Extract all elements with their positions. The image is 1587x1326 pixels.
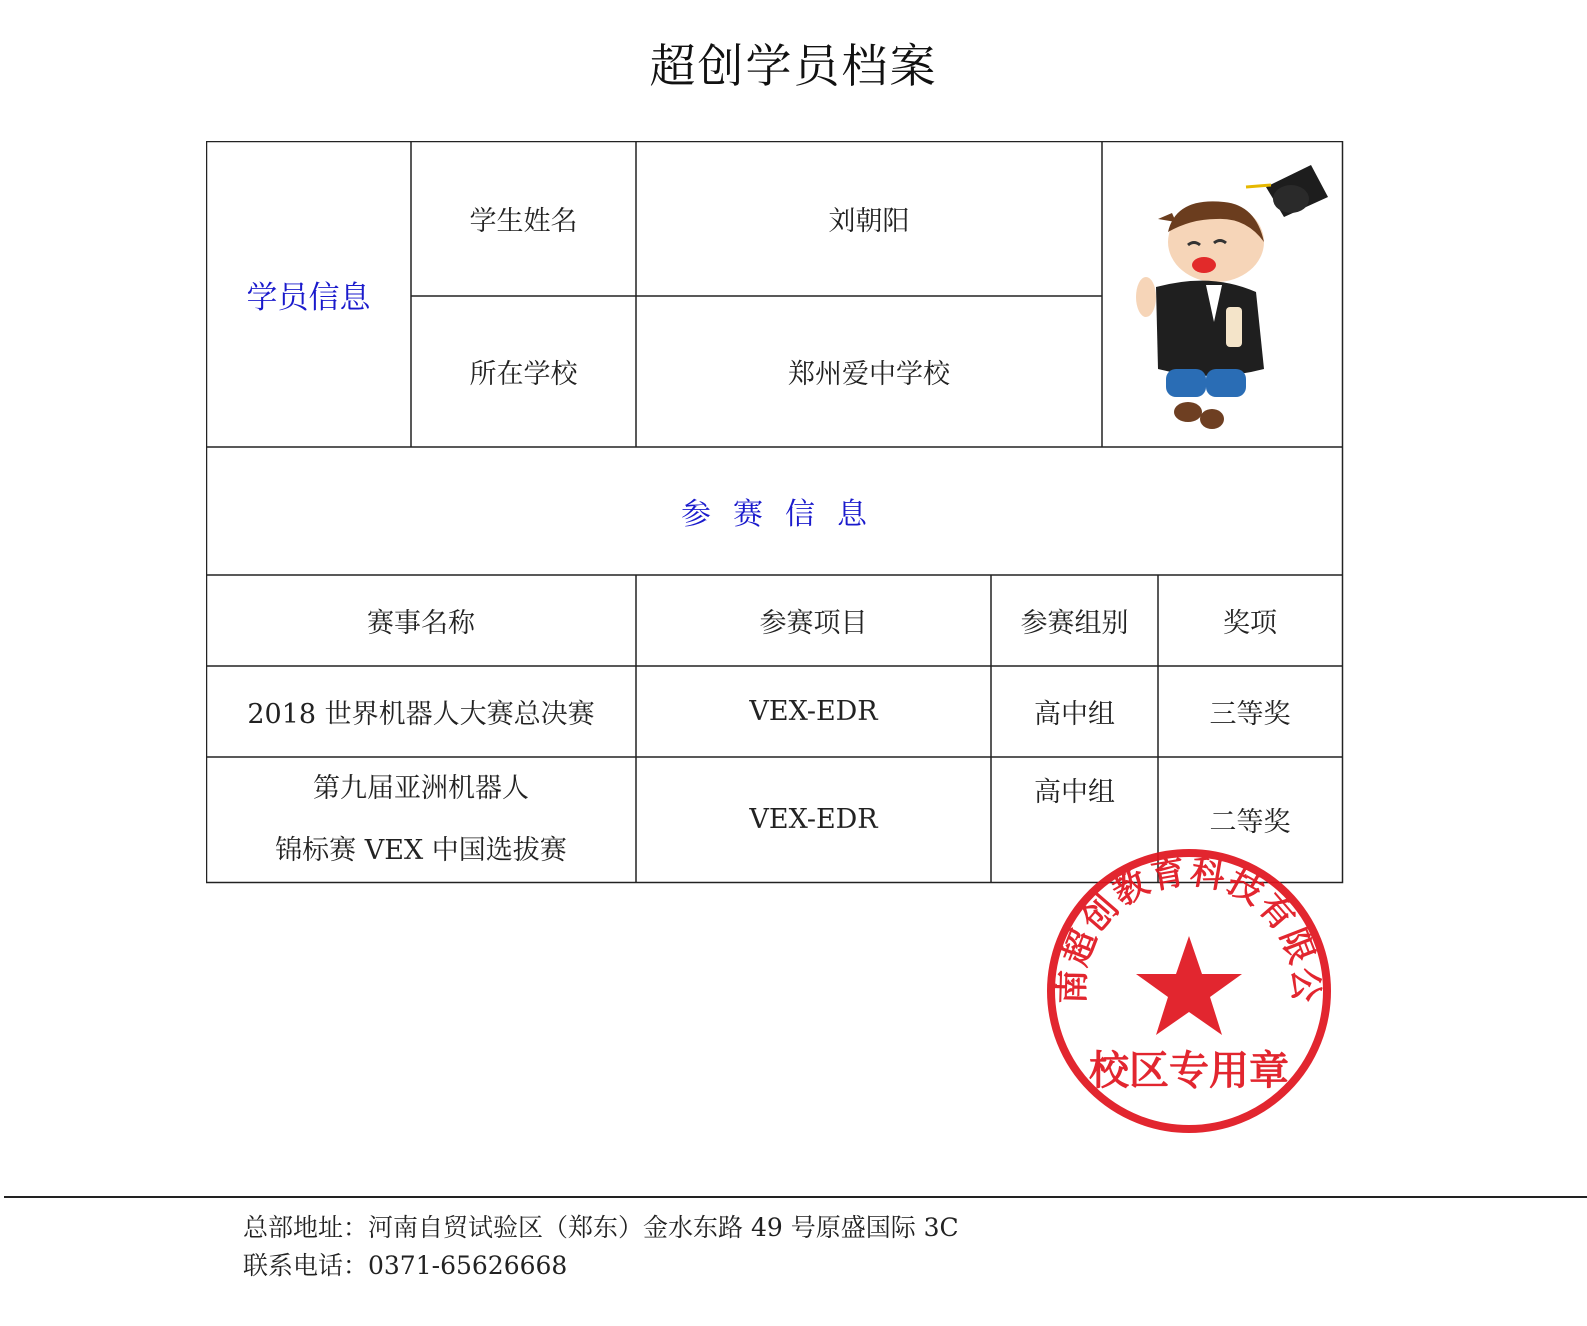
- record-table: [206, 141, 1363, 898]
- student-info-section-label: 学员信息: [246, 279, 371, 316]
- footer-address: 总部地址：河南自贸试验区（郑东）金水东路 49 号原盛国际 3C: [243, 1213, 959, 1242]
- seal-org-text: 南超创教育科技有限公: [1052, 851, 1326, 1005]
- row2-event-line1: 第九届亚洲机器人: [313, 772, 529, 804]
- school-value: 郑州爱中学校: [788, 359, 950, 390]
- star-icon: [1136, 936, 1242, 1035]
- graduate-cartoon-image: [1106, 147, 1356, 447]
- header-event-name: 赛事名称: [367, 608, 475, 639]
- school-label: 所在学校: [469, 359, 578, 390]
- header-project: 参赛项目: [759, 608, 868, 639]
- student-name-value: 刘朝阳: [828, 206, 910, 237]
- row2-event: [206, 757, 636, 882]
- row2-award: 二等奖: [1209, 807, 1291, 838]
- student-name-label: 学生姓名: [469, 206, 578, 237]
- row1-event: 2018 世界机器人大赛总决赛: [247, 699, 595, 730]
- header-award: 奖项: [1223, 608, 1277, 639]
- footer-phone: 联系电话：0371-65626668: [243, 1251, 568, 1280]
- header-group: 参赛组别: [1020, 608, 1129, 639]
- row2-project: VEX-EDR: [749, 804, 878, 835]
- seal-center-text: 校区专用章: [1089, 1048, 1289, 1094]
- row1-group: 高中组: [1034, 699, 1115, 730]
- row2-group: 高中组: [1034, 777, 1115, 808]
- row2-event-line2: 锦标赛 VEX 中国选拔赛: [275, 834, 567, 866]
- row1-project: VEX-EDR: [749, 696, 878, 727]
- page-title: 超创学员档案: [649, 39, 938, 93]
- company-seal-stamp: [1044, 846, 1334, 1136]
- graduation-cap-icon: [1246, 165, 1328, 217]
- footer-divider: [4, 1196, 1587, 1198]
- row1-award: 三等奖: [1209, 699, 1291, 730]
- competition-section-label: 参赛信息: [681, 497, 889, 532]
